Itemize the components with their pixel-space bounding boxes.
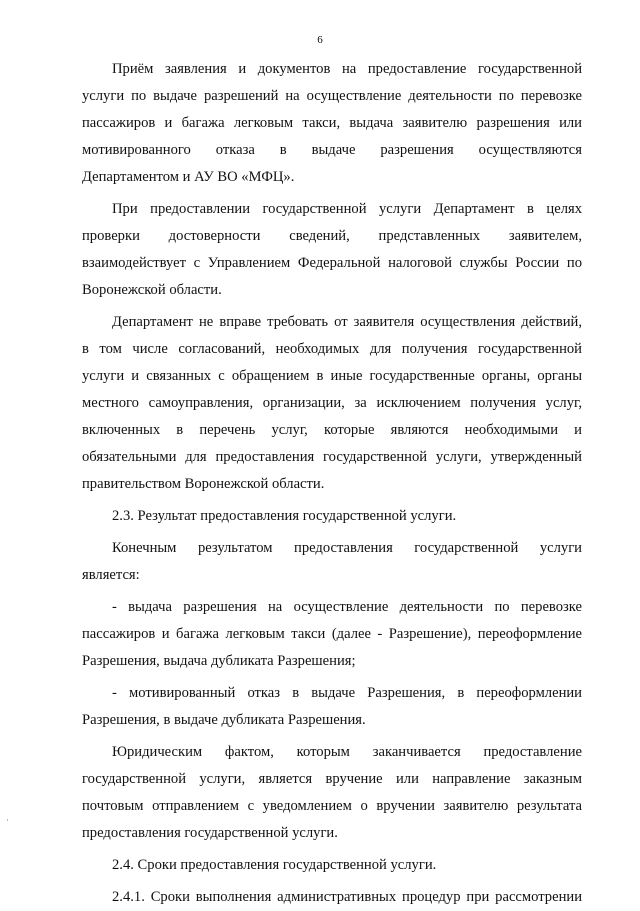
text-line: является: bbox=[82, 567, 140, 583]
document-body bbox=[82, 56, 582, 911]
text-line: правительством Воронежской области. bbox=[82, 476, 325, 492]
text-line: Воронежской области. bbox=[82, 282, 222, 298]
text-line: услуги и связанных с обращением в иные государственные органы, органы bbox=[82, 368, 582, 384]
section-heading-2-3 bbox=[82, 503, 582, 530]
paragraph-department-restrictions bbox=[82, 309, 582, 498]
text-line: - выдача разрешения на осуществление деятельности по перевозке bbox=[112, 599, 582, 615]
text-line: пассажиров и багажа легковым такси, выдача заявителю разрешения или bbox=[82, 115, 582, 131]
paragraph-final-result bbox=[82, 535, 582, 589]
section-heading-2-4 bbox=[82, 852, 582, 879]
paragraph-interaction-tax-service bbox=[82, 196, 582, 304]
text-line: Разрешения, выдача дубликата Разрешения; bbox=[82, 653, 356, 669]
text-line: взаимодействует с Управлением Федеральной налоговой службы России по bbox=[82, 255, 582, 271]
text-line: 2.4. Сроки предоставления государственной услуги. bbox=[112, 857, 437, 873]
text-line: пассажиров и багажа легковым такси (далее - Разрешение), переоформление bbox=[82, 626, 582, 642]
text-line: Разрешения, в выдаче дубликата Разрешения. bbox=[82, 712, 366, 728]
paragraph-application-intake bbox=[82, 56, 582, 191]
text-line: обязательными для предоставления государственной услуги, утвержденный bbox=[82, 449, 582, 465]
text-line: Департамент не вправе требовать от заявителя осуществления действий, bbox=[112, 314, 582, 330]
text-line: При предоставлении государственной услуги Департамент в целях bbox=[112, 201, 582, 217]
text-line: - мотивированный отказ в выдаче Разрешения, в переоформлении bbox=[112, 685, 582, 701]
text-line: включенных в перечень услуг, которые являются необходимыми и bbox=[82, 422, 582, 438]
text-line: мотивированного отказа в выдаче разрешения осуществляются bbox=[82, 142, 582, 158]
list-item-issue-permit bbox=[82, 594, 582, 675]
paragraph-2-4-1 bbox=[82, 884, 582, 911]
text-line: местного самоуправления, организации, за исключением получения услуг, bbox=[82, 395, 582, 411]
text-line: услуги по выдаче разрешений на осуществление деятельности по перевозке bbox=[82, 88, 582, 104]
paragraph-legal-fact bbox=[82, 739, 582, 847]
list-item-refusal bbox=[82, 680, 582, 734]
text-line: 2.3. Результат предоставления государственной услуги. bbox=[112, 508, 457, 524]
page-number: 6 bbox=[317, 34, 323, 46]
text-line: Юридическим фактом, которым заканчивается предоставление bbox=[112, 744, 582, 760]
text-line: Департаментом и АУ ВО «МФЦ». bbox=[82, 169, 295, 185]
text-line: почтовым отправлением с уведомлением о вручении заявителю результата bbox=[82, 798, 582, 814]
text-line: 2.4.1. Сроки выполнения административных процедур при рассмотрении bbox=[112, 889, 582, 905]
text-line: проверки достоверности сведений, представленных заявителем, bbox=[82, 228, 582, 244]
text-line: в том числе согласований, необходимых для получения государственной bbox=[82, 341, 582, 357]
scan-speck bbox=[7, 819, 8, 821]
text-line: Конечным результатом предоставления государственной услуги bbox=[112, 540, 582, 556]
text-line: Приём заявления и документов на предоставление государственной bbox=[112, 61, 582, 77]
text-line: государственной услуги, является вручение или направление заказным bbox=[82, 771, 582, 787]
text-line: предоставления государственной услуги. bbox=[82, 825, 338, 841]
